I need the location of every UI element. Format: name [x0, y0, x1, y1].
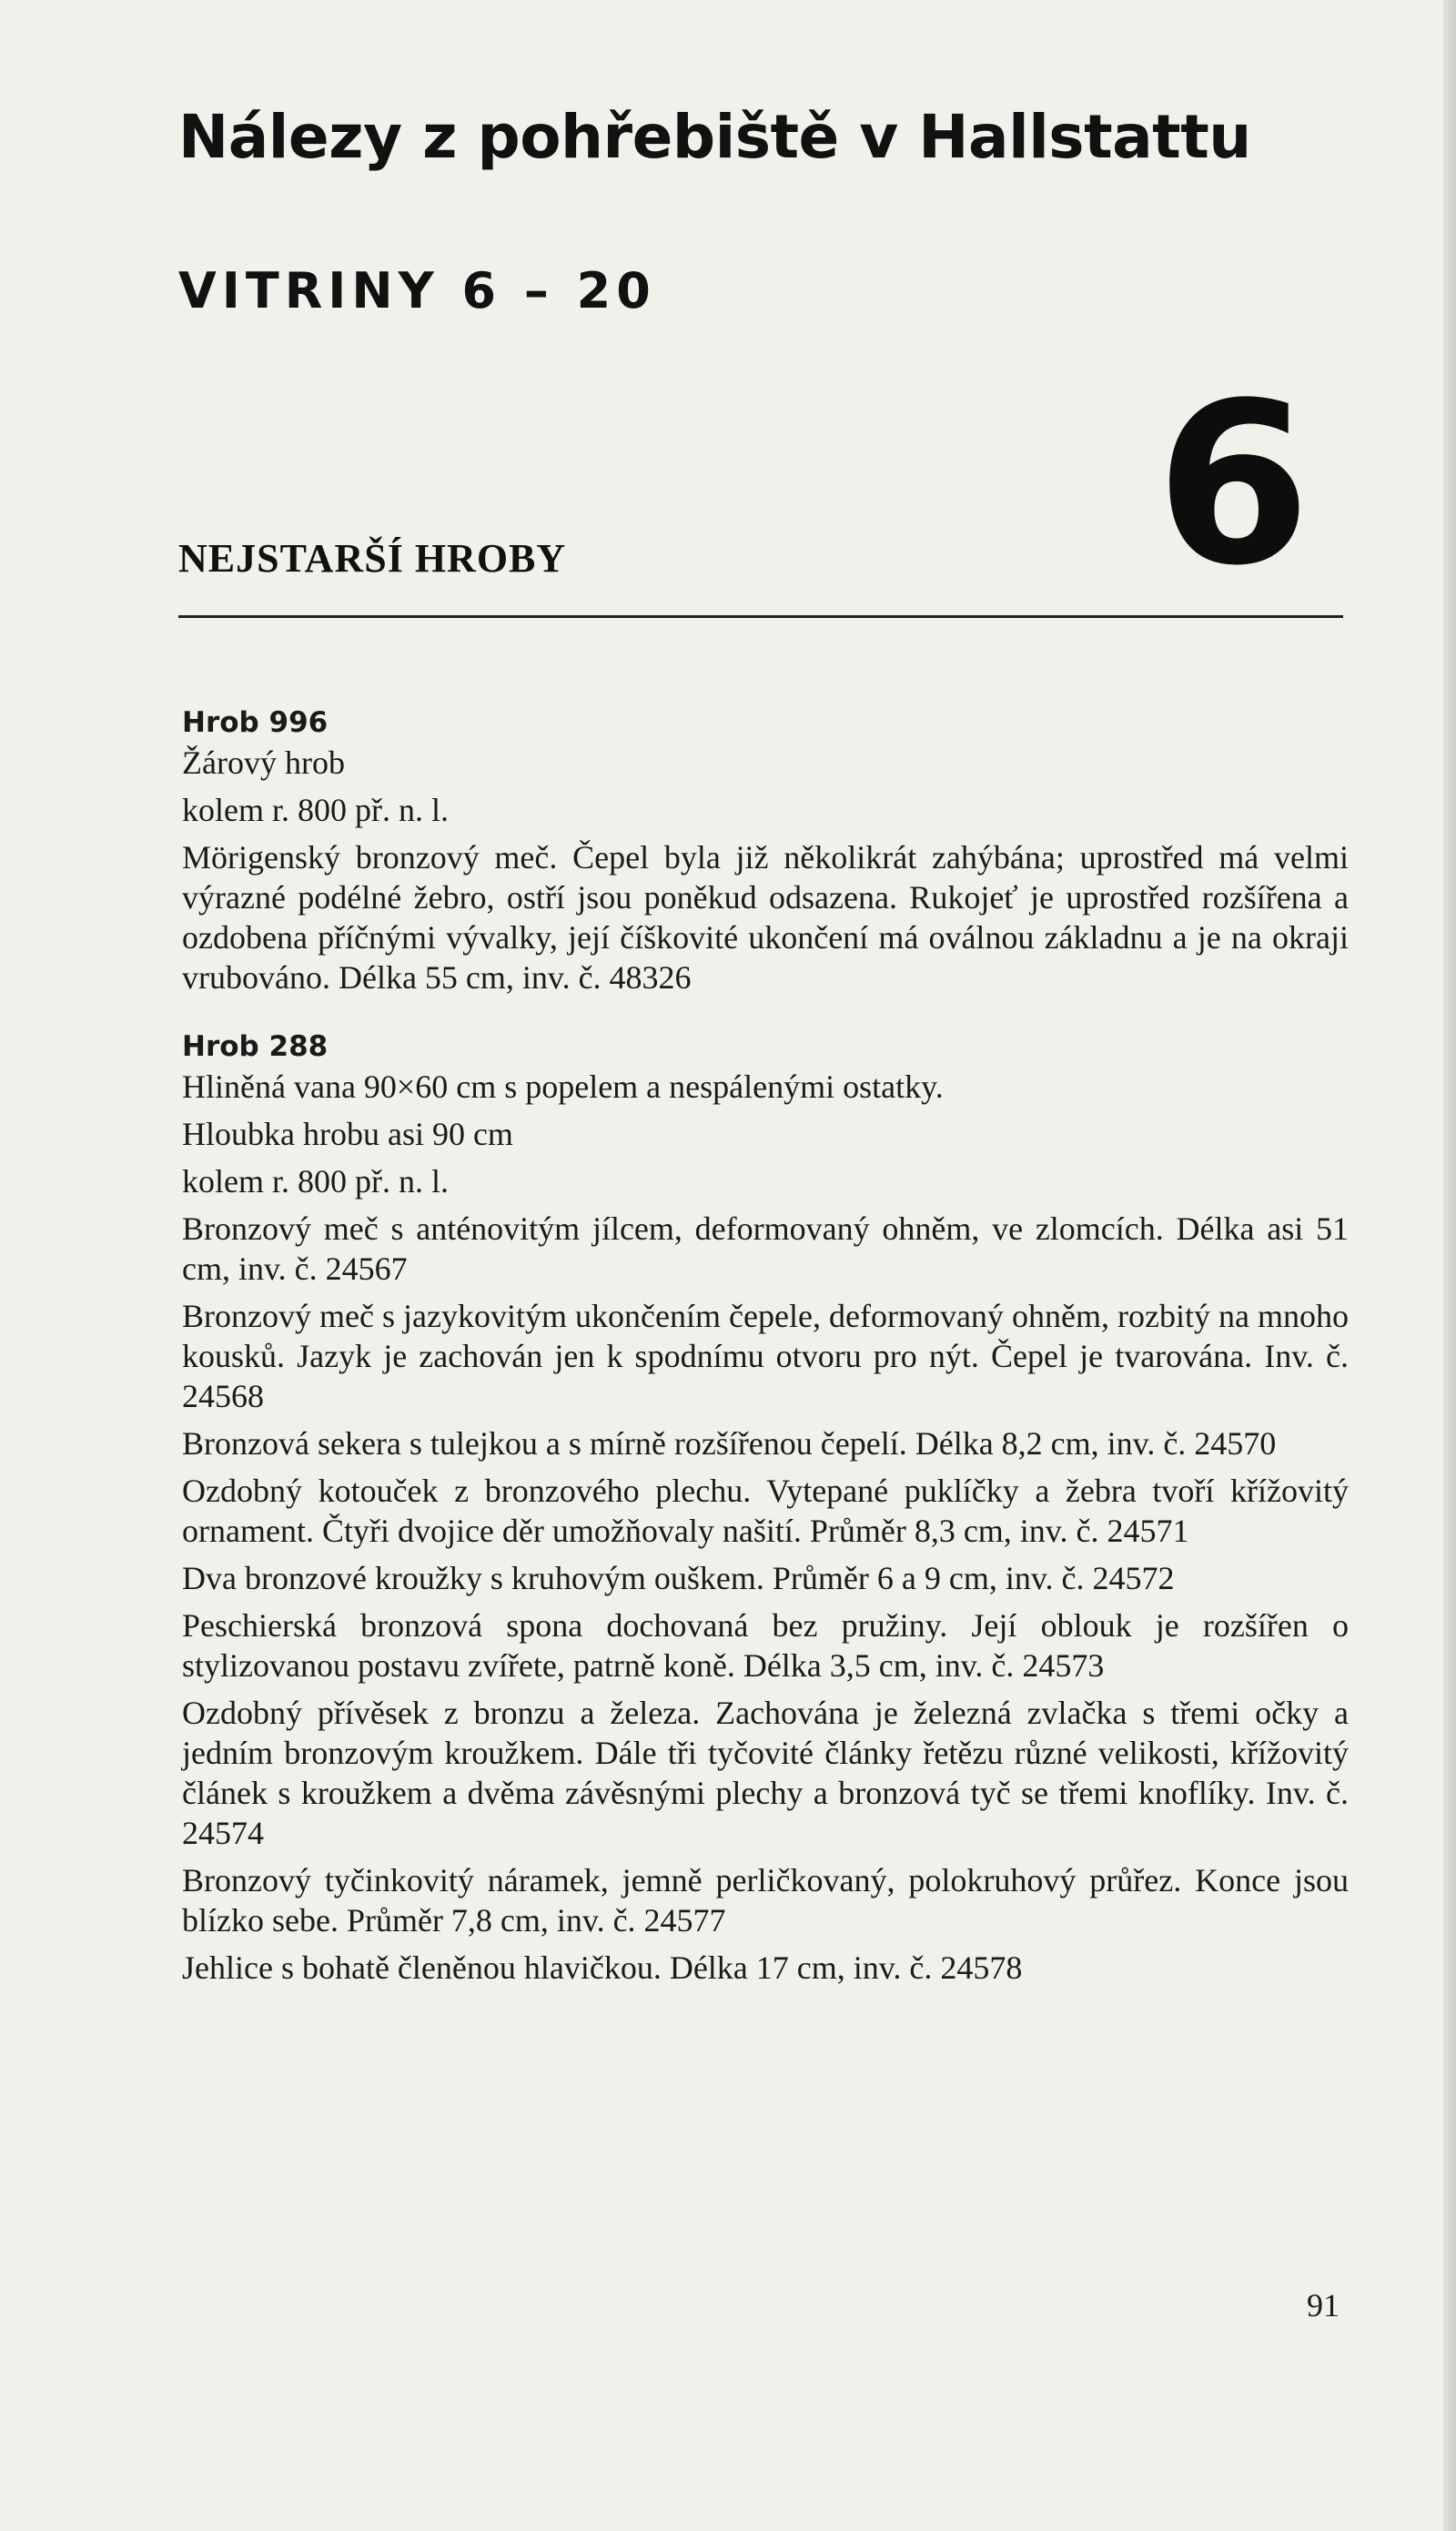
grave-depth: Hloubka hrobu asi 90 cm — [182, 1116, 513, 1152]
vitrines-subtitle: VITRINY 6 – 20 — [178, 262, 656, 319]
find-description: Ozdobný kotouček z bronzového plechu. Vytepané puklíčky a žebra tvoří křížovitý ornament. Čtyři dvojice děr umožňovaly našití. Průměr 8,3 cm, inv. č. 24571 — [182, 1473, 1349, 1549]
find-description: Jehlice s bohatě členěnou hlavičkou. Délka 17 cm, inv. č. 24578 — [182, 1949, 1023, 1986]
vitrine-number: 6 — [1156, 355, 1311, 614]
grave-heading: Hrob 996 — [182, 706, 329, 739]
find-description: Dva bronzové kroužky s kruhovým ouškem. Průměr 6 a 9 cm, inv. č. 24572 — [182, 1560, 1175, 1596]
grave-entry — [182, 703, 1349, 997]
page-number: 91 — [1307, 2287, 1340, 2323]
find-description: Ozdobný přívěsek z bronzu a železa. Zachována je železná zvlačka s třemi očky a jedním bronzovým kroužkem. Dále tři tyčovité články řetězu různé velikosti, křížovitý článek s kroužkem a dvěma závěsnými plechy a bronzová tyč se třemi knoflíky. Inv. č. 24574 — [182, 1695, 1349, 1851]
grave-entry — [182, 1027, 1349, 1988]
grave-heading: Hrob 288 — [182, 1030, 329, 1063]
section-label: NEJSTARŠÍ HROBY — [178, 536, 567, 581]
grave-type: Žárový hrob — [182, 744, 345, 781]
grave-dating: kolem r. 800 př. n. l. — [182, 1163, 449, 1200]
find-description: Bronzový meč s jazykovitým ukončením čepele, deformovaný ohněm, rozbitý na mnoho kousků. Jazyk je zachován jen k spodnímu otvoru pro nýt. Čepel je tvarována. Inv. č. 24568 — [182, 1298, 1349, 1414]
section-divider — [178, 615, 1343, 618]
find-description: Peschierská bronzová spona dochovaná bez pružiny. Její oblouk je rozšířen o stylizovanou postavu zvířete, patrně koně. Délka 3,5 cm, inv. č. 24573 — [182, 1607, 1349, 1684]
find-description: Bronzová sekera s tulejkou a s mírně rozšířenou čepelí. Délka 8,2 cm, inv. č. 24570 — [182, 1425, 1277, 1462]
find-description: Bronzový tyčinkovitý náramek, jemně perličkovaný, polokruhový průřez. Konce jsou blízko sebe. Průměr 7,8 cm, inv. č. 24577 — [182, 1862, 1349, 1939]
find-description: Bronzový meč s anténovitým jílcem, deformovaný ohněm, ve zlomcích. Délka asi 51 cm, inv. č. 24567 — [182, 1210, 1349, 1287]
grave-type: Hliněná vana 90×60 cm s popelem a nespálenými ostatky. — [182, 1068, 944, 1105]
catalog-content — [182, 703, 1349, 1995]
find-description: Mörigenský bronzový meč. Čepel byla již několikrát zahýbána; uprostřed má velmi výrazné podélné žebro, ostří jsou poněkud odsazena. Rukojeť je uprostřed rozšířena a ozdobena příčnými vývalky, její číškovité ukončení má oválnou základnu a je na okraji vrubováno. Délka 55 cm, inv. č. 48326 — [182, 839, 1349, 996]
grave-dating: kolem r. 800 př. n. l. — [182, 792, 449, 828]
page-title: Nálezy z pohřebiště v Hallstattu — [178, 102, 1251, 172]
